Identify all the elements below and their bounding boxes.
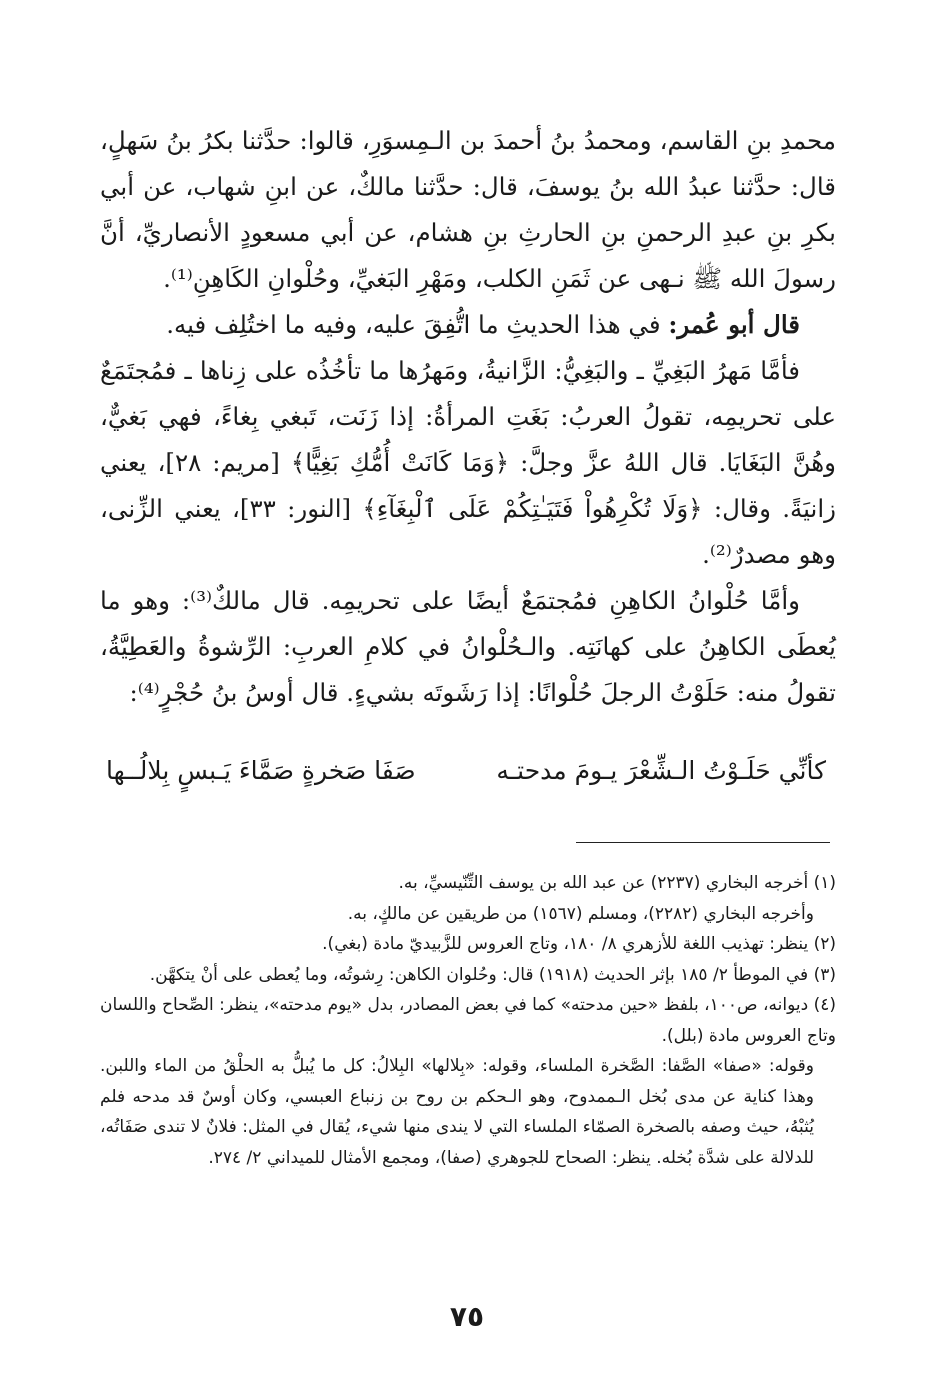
- paragraph-abu-umar: [100, 302, 836, 348]
- main-text: [100, 118, 836, 716]
- footnote-2: (٢) ينظر: تهذيب اللغة للأزهري ٨/ ١٨٠، وتاج العروس للزَّبيديّ مادة (بغي).: [322, 934, 836, 954]
- footnote-1-continued: وأخرجه البخاري (٢٢٨٢)، ومسلم (١٥٦٧) من طريقين عن مالكٍ، به.: [347, 903, 814, 924]
- footnote-1: (١) أخرجه البخاري (٢٢٣٧) عن عبد الله بن يوسف التِّنّيسيِّ، به.: [398, 873, 836, 893]
- paragraph-isnad: محمدِ بنِ القاسم، ومحمدُ بنُ أحمدَ بن الـمِسوَرِ، قالوا: حدَّثنا بكرُ بنُ سَهلٍ، قال: حدَّثنا عبدُ الله بنُ يوسفَ، قال: حدَّثنا مالكٌ، عن ابنِ شهاب، عن أبي بكرِ بنِ عبدِ الرحمنِ بنِ الحارثِ بنِ هشام، عن أبي مسعودٍ الأنصاريِّ، أنَّ رسولَ الله ﷺ نـهى عن ثَمَنِ الكلب، ومَهْرِ البَغيِّ، وحُلْوانِ الكَاهِنِ⁽¹⁾.: [100, 126, 836, 293]
- footnote-4-continued: وقوله: «صفا» الصَّفا: الصَّخرة الملساء، وقوله: «بِلالها» البِلالُ: كل ما يُبلُّ به الحلْقُ من الماء واللبن. وهذا كناية عن مدى بُخل الـممدوح، وهو الـحكم بن روح بن زنباع العبسي، وكان أوسٌ قد مدحه فلم يُثبْهُ، حيث وصفه بالصخرة الصمّاء الملساء التي لا يندى منها شيء، يُقال في المثل: فلانٌ لا تندى صَفَاتُه، للدلالة على شدَّة بُخله. ينظر: الصحاح للجوهري (صفا)، ومجمع الأمثال للميداني ٢/ ٢٧٤.: [100, 1056, 814, 1168]
- page-number: ٧٥: [449, 1300, 485, 1333]
- footnotes: [100, 868, 836, 1173]
- paragraph-mahr-al-baghi: فأمَّا مَهرُ البَغِيِّ ـ والبَغِيُّ: الزَّانيةُ، ومَهرُها ما تأخُذُه على زِناها ـ فمُجتَمَعٌ على تحريمِه، تقولُ العربُ: بَغَتِ المرأةُ: إذا زَنَت، تَبغي بِغاءً، فهي بَغيٌّ، وهُنَّ البَغَايَا. قال اللهُ عزَّ وجلَّ: ﴿وَمَا كَانَتْ أُمُّكِ بَغِيًّا﴾ [مريم: ٢٨]، يعني زانيَةً. وقال: ﴿وَلَا تُكْرِهُواْ فَتَيَـٰتِكُمْ عَلَى ٱلْبِغَآءِ﴾ [النور: ٣٣]، يعني الزِّنى، وهو مصدرٌ⁽²⁾.: [100, 356, 836, 569]
- poetry-verse: [100, 746, 836, 796]
- paragraph-hulwan-al-kahin: وأمَّا حُلْوانُ الكاهِنِ فمُجتمَعٌ أيضًا على تحريمِه. قال مالكٌ⁽³⁾: وهو ما يُعطَى الكاهِنُ على كهانَتِه. والـحُلْوانُ في كلامِ العربِ: الرِّشوةُ والعَطِيَّةُ، تقولُ منه: حَلَوْتُ الرجلَ حُلْوانًا: إذا رَشَوتَه بشيءٍ. قال أوسُ بنُ حُجْرٍ⁽⁴⁾:: [100, 586, 836, 707]
- footnote-3: (٣) في الموطأ ٢/ ١٨٥ بإثر الحديث (١٩١٨) قال: وحُلوان الكاهن: رِشوتُه، وما يُعطى على أنْ يتكهَّن.: [149, 964, 836, 985]
- verse-first-hemistich: كأنِّي حَلَـوْتُ الـشِّعْرَ يـومَ مدحتـه: [496, 756, 826, 785]
- footnote-separator: [576, 842, 830, 843]
- footnote-4: (٤) ديوانه، ص١٠٠، بلفظ «حين مدحته» كما في بعض المصادر، بدل «يوم مدحته»، ينظر: الصِّحاح واللسان وتاج العروس مادة (بلل).: [100, 995, 836, 1046]
- speaker-label: قال أبو عُمر:: [668, 310, 800, 339]
- paragraph-abu-umar-text: في هذا الحديثِ ما اتُّفِقَ عليه، وفيه ما اختُلِف فيه.: [166, 310, 669, 339]
- verse-second-hemistich: صَفَا صَخرةٍ صَمَّاءَ يَـبسٍ بِلالُــها: [106, 756, 416, 785]
